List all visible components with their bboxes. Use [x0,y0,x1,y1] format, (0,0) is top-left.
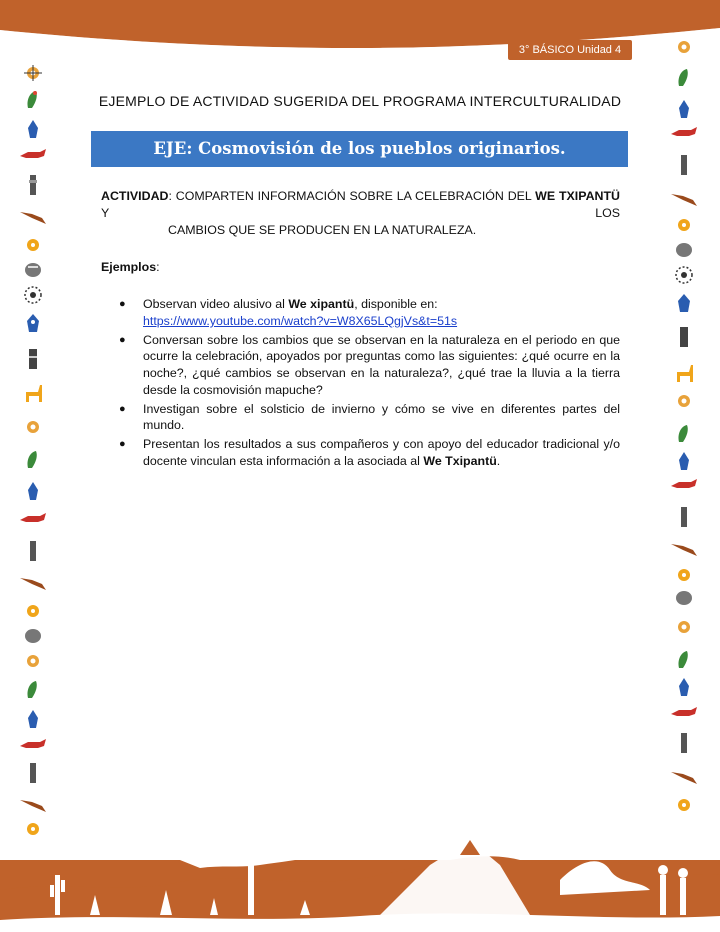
document-subtitle: EJEMPLO DE ACTIVIDAD SUGERIDA DEL PROGRAMA INTERCULTURALIDAD [98,93,622,109]
fox-icon [669,702,699,724]
item-bold-text: We xipantü [288,297,355,312]
bird-icon [669,648,699,670]
item-text: Investigan sobre el solsticio de invierno y cómo se vive en diferentes partes del mundo. [143,401,620,433]
axis-title-bar [91,131,628,167]
person-icon [669,732,699,754]
examples-list [101,296,620,469]
list-item [101,332,620,399]
bullet-icon: ● [119,333,126,346]
cactus-icon [55,875,60,915]
left-decorative-border [18,30,48,840]
person-icon [669,506,699,528]
person-icon [660,875,666,915]
figure-icon [669,292,699,314]
flower-icon [669,390,699,412]
pot-icon [18,258,48,280]
activity-paragraph [101,188,620,238]
figure-icon [18,480,48,502]
pot-icon [18,624,48,646]
flower-icon [669,616,699,638]
bottom-landscape-illustration [0,820,720,932]
bird-icon [18,448,48,470]
llama-icon [669,362,699,384]
person-icon [18,174,48,196]
bullet-icon: ● [119,402,126,415]
fox-icon [18,144,48,166]
sun-icon [669,794,699,816]
list-item [101,401,620,435]
figure-icon [669,450,699,472]
activity-line-1 [101,188,620,222]
activity-bold-term: WE TXIPANTÜ [535,189,620,203]
sunburst-icon [18,284,48,306]
person-icon [18,348,48,370]
examples-heading [101,259,620,276]
fox-icon [18,508,48,530]
fox-icon [669,122,699,144]
activity-label: ACTIVIDAD [101,189,169,203]
figure-icon [18,312,48,334]
llama-icon [18,382,48,404]
list-item [101,296,620,330]
bird-icon [669,66,699,88]
person-icon [18,540,48,562]
figure-icon [18,118,48,140]
item-text: Observan video alusivo al [143,297,289,312]
eagle-icon [669,188,699,210]
activity-text-after: Y LOS [101,205,620,220]
sun-icon [669,564,699,586]
sunburst-icon [669,264,699,286]
flower-icon [18,416,48,438]
fox-icon [669,474,699,496]
sun-icon [18,234,48,256]
bird-icon [18,678,48,700]
youtube-video-link[interactable]: https://www.youtube.com/watch?v=W8X65LQgjVs&t=51s [143,313,458,328]
eagle-icon [669,538,699,560]
eagle-icon [18,572,48,594]
fox-icon [18,734,48,756]
activity-content [101,188,620,471]
item-text: , disponible en: [354,297,438,312]
person-icon [669,154,699,176]
pot-icon [669,586,699,608]
bird-silhouettes [365,836,408,852]
person-icon [669,326,699,348]
sun-icon [669,214,699,236]
bird-icon [669,422,699,444]
examples-colon: : [156,260,160,275]
eagle-icon [669,766,699,788]
item-text: . [496,453,501,468]
person-icon [18,762,48,784]
flower-icon [669,36,699,58]
figure-icon [18,708,48,730]
list-item [101,436,620,470]
item-text: Conversan sobre los cambios que se observan en la naturaleza en el periodo en que ocurre la celebración, apoyados por preguntas como las siguientes: ¿qué ocurre en la noche?, ¿qué cambios se observan en la naturaleza?, ¿qué trae la lluvia a la tierra desde la cosmovisión mapuche? [143,332,620,397]
activity-text-before: : COMPARTEN INFORMACIÓN SOBRE LA CELEBRACIÓN DEL [168,189,536,203]
grade-badge: 3° BÁSICO Unidad 4 [508,40,632,60]
item-bold-text: We Txipantü [423,453,497,468]
eagle-icon [18,206,48,228]
sun-icon [18,600,48,622]
bullet-icon: ● [119,298,126,311]
flower-icon [18,62,48,84]
item-text: Presentan los resultados a sus compañeros y con apoyo del educador tradicional y/o docente vinculan esta información a la asociada al [143,436,620,468]
axis-title: EJE: Cosmovisión de los pueblos originarios. [153,139,566,158]
figure-icon [669,676,699,698]
right-decorative-border [669,30,699,840]
pot-icon [669,238,699,260]
bullet-icon: ● [119,437,126,450]
flower-icon [18,650,48,672]
eagle-icon [18,794,48,816]
activity-line-2: CAMBIOS QUE SE PRODUCEN EN LA NATURALEZA. [168,222,477,237]
examples-label: Ejemplos [101,260,157,275]
